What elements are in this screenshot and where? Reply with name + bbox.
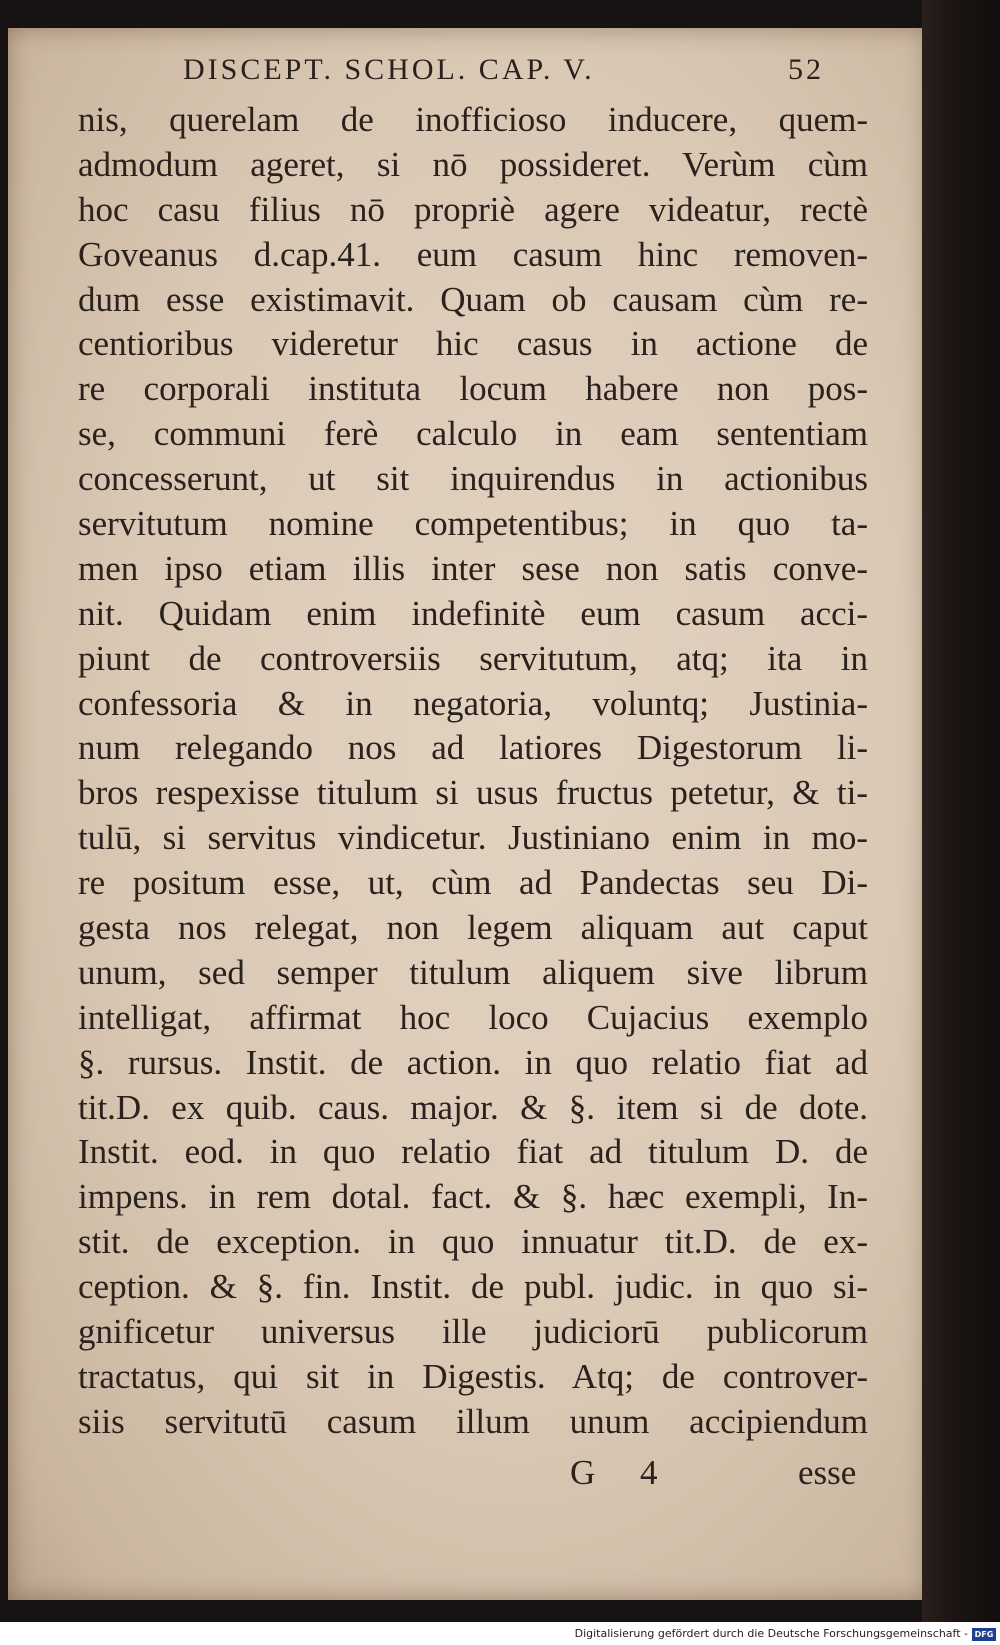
text-line: men ipso etiam illis inter sese non satis conve- <box>78 548 868 588</box>
text-line: unum, sed semper titulum aliquem sive librum <box>78 952 868 992</box>
text-line: nis, querelam de inofficioso inducere, quem- <box>78 100 868 139</box>
text-line: impens. in rem dotal. fact. & §. hæc exempli, In- <box>78 1177 868 1217</box>
text-line: intelligat, affirmat hoc loco Cujacius exemplo <box>78 997 868 1037</box>
text-line: admodum ageret, si nō possideret. Verùm cùm <box>78 144 868 184</box>
running-header <box>183 58 883 90</box>
text-line: se, communi ferè calculo in eam sententiam <box>78 414 868 454</box>
text-line: dum esse existimavit. Quam ob causam cùm re- <box>78 279 868 319</box>
text-line: concesserunt, ut sit inquirendus in actionibus <box>78 459 868 499</box>
text-line: confessoria & in negatoria, voluntq; Justinia- <box>78 683 868 723</box>
page-footer <box>98 1453 868 1503</box>
text-line: Goveanus d.cap.41. eum casum hinc removen- <box>78 234 868 274</box>
text-line: servitutum nomine competentibus; in quo ta- <box>78 504 868 544</box>
text-line: gnificetur universus ille judiciorū publicorum <box>78 1312 868 1352</box>
text-line: tulū, si servitus vindicetur. Justiniano enim in mo- <box>78 818 868 858</box>
text-line: §. rursus. Instit. de action. in quo relatio fiat ad <box>78 1042 868 1082</box>
text-line: nit. Quidam enim indefinitè eum casum acci- <box>78 593 868 633</box>
page-edge-shadow <box>922 0 1000 1622</box>
text-line: stit. de exception. in quo innuatur tit.D. de ex- <box>78 1222 868 1262</box>
credit-bar <box>0 1626 1000 1645</box>
text-line: num relegando nos ad latiores Digestorum li- <box>78 728 868 768</box>
text-line: hoc casu filius nō propriè agere videatur, rectè <box>78 189 868 229</box>
text-line: Instit. eod. in quo relatio fiat ad titulum D. de <box>78 1132 868 1172</box>
credit-text: Digitalisierung gefördert durch die Deutsche Forschungsgemeinschaft - <box>574 1627 968 1640</box>
text-line: siis servitutū casum illum unum accipiendum <box>78 1401 868 1441</box>
text-line: re corporali instituta locum habere non pos- <box>78 369 868 409</box>
text-line: tractatus, qui sit in Digestis. Atq; de controver- <box>78 1356 868 1396</box>
text-line: ception. & §. fin. Instit. de publ. judic. in quo si- <box>78 1267 868 1307</box>
body-text <box>78 98 868 1445</box>
text-line: centioribus videretur hic casus in actione de <box>78 324 868 364</box>
text-line: piunt de controversiis servitutum, atq; ita in <box>78 638 868 678</box>
page-number: 52 <box>788 58 824 86</box>
text-line: bros respexisse titulum si usus fructus petetur, & ti- <box>78 773 868 813</box>
text-line: gesta nos relegat, non legem aliquam aut caput <box>78 908 868 948</box>
text-line: re positum esse, ut, cùm ad Pandectas seu Di- <box>78 863 868 903</box>
dfg-logo: DFG <box>972 1628 996 1641</box>
signature-mark: G 4 <box>570 1453 676 1492</box>
catchword: esse <box>798 1453 857 1492</box>
running-title: DISCEPT. SCHOL. CAP. V. <box>183 58 595 86</box>
text-line: tit.D. ex quib. caus. major. & §. item si de dote. <box>78 1087 868 1127</box>
book-page <box>8 28 928 1600</box>
